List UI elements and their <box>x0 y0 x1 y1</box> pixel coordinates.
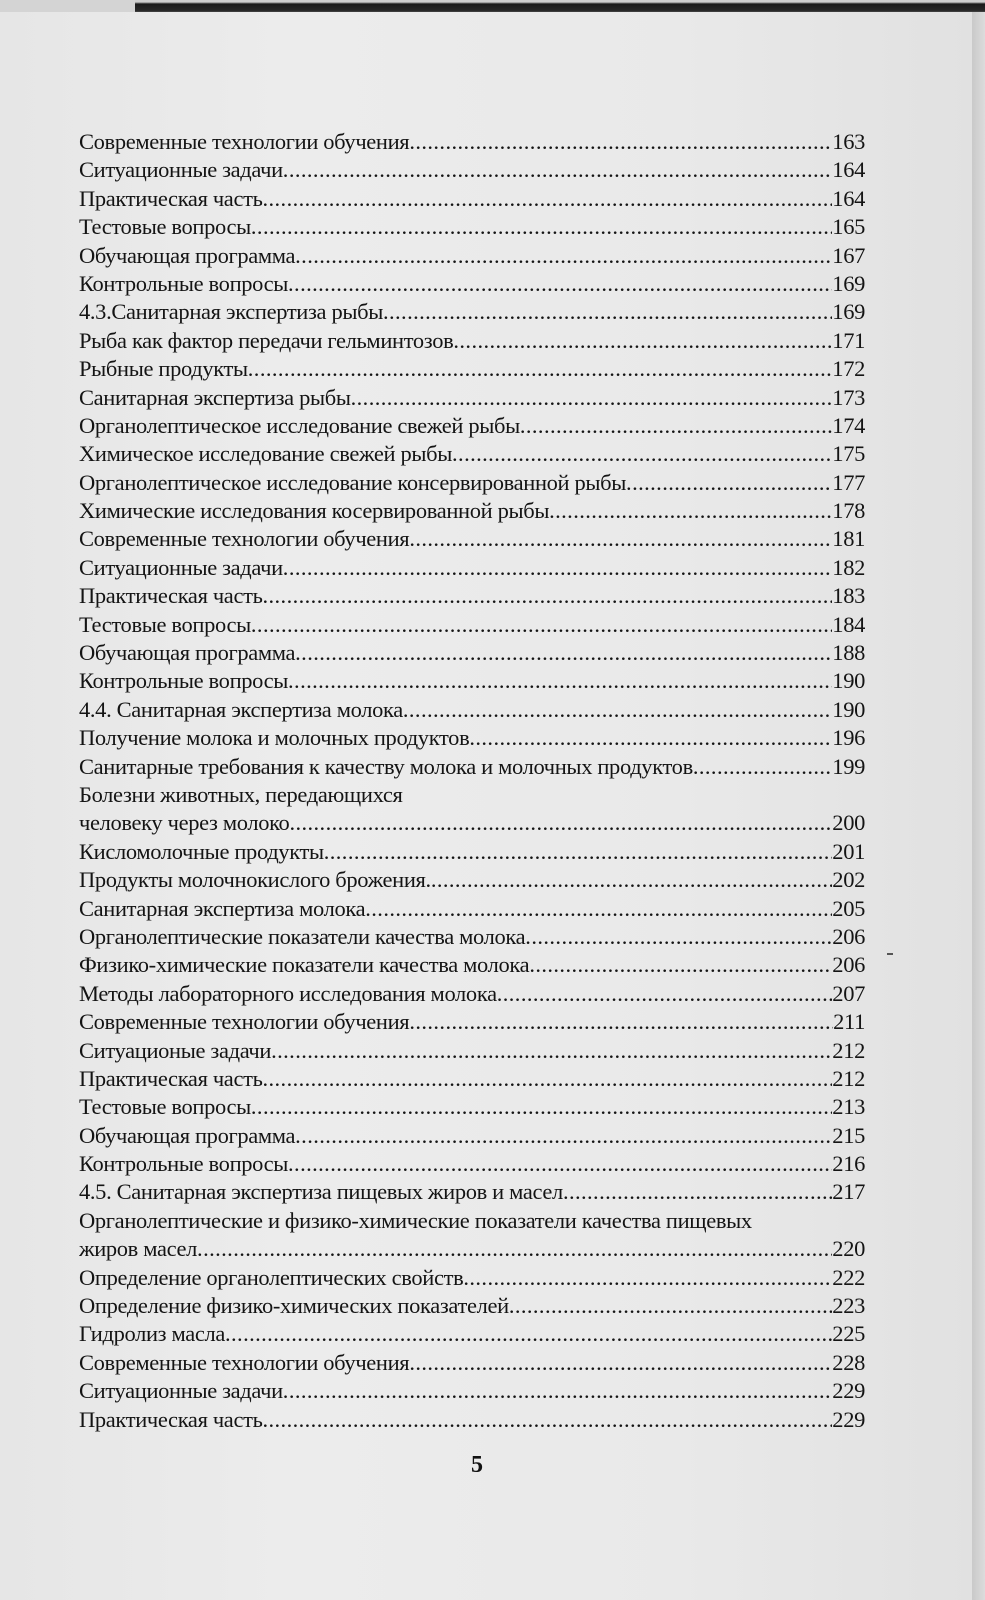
toc-entry <box>79 1235 865 1263</box>
toc-entry-page: 217 <box>832 1179 865 1205</box>
toc-entry-page: 205 <box>832 895 865 921</box>
toc-leader-dots <box>351 384 833 412</box>
toc-entry-title: Гидролиз масла <box>79 1321 225 1347</box>
toc-entry <box>79 497 865 525</box>
toc-entry <box>79 724 865 752</box>
toc-entry-page: 164 <box>832 185 865 211</box>
toc-entry <box>79 1320 865 1348</box>
toc-entry <box>79 866 865 894</box>
toc-entry-page: 228 <box>832 1349 865 1375</box>
toc-entry-page: 188 <box>832 640 865 666</box>
toc-entry <box>79 781 865 809</box>
toc-entry-title: Практическая часть <box>79 583 263 609</box>
toc-leader-dots <box>295 242 832 270</box>
toc-leader-dots <box>248 355 833 383</box>
toc-entry-page: 172 <box>832 356 865 382</box>
toc-entry <box>79 809 865 837</box>
toc-entry-title: жиров масел <box>79 1236 198 1262</box>
toc-leader-dots <box>626 469 832 497</box>
toc-entry-page: 190 <box>832 696 865 722</box>
page-number: 5 <box>471 1452 483 1478</box>
toc-entry-title: Определение физико-химических показателей <box>79 1293 509 1319</box>
toc-entry <box>79 1292 865 1320</box>
toc-leader-dots <box>497 980 833 1008</box>
toc-entry-page: 182 <box>832 554 865 580</box>
toc-entry <box>79 525 865 553</box>
toc-leader-dots <box>549 497 832 525</box>
toc-leader-dots <box>251 611 832 639</box>
toc-entry-title: Химическое исследование свежей рыбы <box>79 441 453 467</box>
toc-entry-title: Болезни животных, передающихся <box>79 781 403 807</box>
toc-entry-page: 216 <box>832 1151 865 1177</box>
toc-entry-page: 183 <box>832 583 865 609</box>
toc-leader-dots <box>283 554 833 582</box>
toc-leader-dots <box>295 1122 832 1150</box>
toc-entry-title: Органолептическое исследование консервированной рыбы <box>79 469 627 495</box>
toc-leader-dots <box>262 1065 832 1093</box>
toc-entry-title: 4.4. Санитарная экспертиза молока <box>79 696 403 722</box>
toc-leader-dots <box>283 156 833 184</box>
toc-leader-dots <box>365 895 832 923</box>
toc-leader-dots <box>452 440 832 468</box>
toc-entry <box>79 582 865 610</box>
toc-entry-page: 220 <box>832 1236 865 1262</box>
toc-entry-page: 173 <box>832 384 865 410</box>
toc-entry-title: Органолептические и физико-химические показатели качества пищевых <box>79 1207 752 1233</box>
toc-leader-dots <box>271 1037 832 1065</box>
toc-entry-title: Химические исследования косервированной рыбы <box>79 498 550 524</box>
toc-entry-title: Обучающая программа <box>79 1122 296 1148</box>
toc-entry-title: Современные технологии обучения <box>79 129 410 154</box>
toc-leader-dots <box>525 923 832 951</box>
toc-entry <box>79 1406 865 1434</box>
toc-leader-dots <box>463 1264 832 1292</box>
page-right-edge <box>972 12 985 1600</box>
toc-entry-title: Определение органолептических свойств <box>79 1264 464 1290</box>
toc-leader-dots <box>225 1320 832 1348</box>
toc-entry-title: 4.5. Санитарная экспертиза пищевых жиров и масел <box>79 1179 563 1205</box>
toc-entry <box>79 1065 865 1093</box>
toc-entry-page: 212 <box>832 1065 865 1091</box>
toc-entry-page: 207 <box>832 980 865 1006</box>
toc-entry-page: 167 <box>832 242 865 268</box>
toc-entry <box>79 667 865 695</box>
toc-leader-dots <box>262 582 832 610</box>
toc-entry-page: 178 <box>832 498 865 524</box>
stray-ink-mark <box>887 953 893 955</box>
toc-entry <box>79 185 865 213</box>
toc-entry <box>79 384 865 412</box>
toc-leader-dots <box>288 667 832 695</box>
toc-entry <box>79 128 865 156</box>
toc-entry <box>79 1122 865 1150</box>
toc-entry <box>79 838 865 866</box>
toc-entry-page: 213 <box>832 1094 865 1120</box>
toc-entry-title: Ситуационые задачи <box>79 1037 272 1063</box>
toc-entry-title: Современные технологии обучения <box>79 526 410 552</box>
toc-entry-page: 171 <box>832 327 865 353</box>
toc-leader-dots <box>431 866 832 894</box>
toc-entry-title: Санитарная экспертиза молока <box>79 895 366 921</box>
toc-entry-page: 184 <box>832 611 865 637</box>
toc-entry-page: 163 <box>832 129 865 154</box>
toc-leader-dots <box>409 525 832 553</box>
toc-leader-dots <box>409 1008 833 1036</box>
toc-entry <box>79 242 865 270</box>
toc-entry-page: 202 <box>832 867 865 893</box>
toc-leader-dots <box>289 809 832 837</box>
toc-leader-dots <box>251 213 832 241</box>
toc-entry <box>79 1377 865 1405</box>
toc-entry <box>79 1093 865 1121</box>
toc-entry-page: 222 <box>832 1264 865 1290</box>
toc-entry-title: Санитарная экспертиза рыбы <box>79 384 351 410</box>
toc-entry-page: 215 <box>832 1122 865 1148</box>
toc-entry <box>79 923 865 951</box>
toc-entry <box>79 696 865 724</box>
toc-leader-dots <box>563 1178 832 1206</box>
toc-leader-dots <box>409 1349 832 1377</box>
toc-leader-dots <box>453 327 832 355</box>
toc-leader-dots <box>409 128 832 156</box>
toc-entry <box>79 1349 865 1377</box>
toc-leader-dots <box>403 696 832 724</box>
table-of-contents <box>79 128 865 1434</box>
toc-entry-title: Обучающая программа <box>79 640 296 666</box>
toc-entry-title: Современные технологии обучения <box>79 1349 410 1375</box>
toc-entry-title: Органолептическое исследование свежей рыбы <box>79 412 520 438</box>
toc-entry-page: 211 <box>833 1009 865 1035</box>
toc-entry <box>79 298 865 326</box>
toc-entry <box>79 1207 865 1235</box>
toc-entry-page: 199 <box>832 753 865 779</box>
toc-entry-title: Практическая часть <box>79 1406 263 1432</box>
toc-entry-page: 169 <box>832 270 865 296</box>
toc-entry <box>79 1150 865 1178</box>
toc-leader-dots <box>520 412 832 440</box>
toc-entry-title: Физико-химические показатели качества молока <box>79 952 530 978</box>
toc-entry-page: 223 <box>832 1293 865 1319</box>
toc-entry-page: 175 <box>832 441 865 467</box>
toc-leader-dots <box>262 1406 832 1434</box>
toc-entry <box>79 1264 865 1292</box>
toc-entry-title: Получение молока и молочных продуктов <box>79 725 470 751</box>
toc-leader-dots <box>288 270 832 298</box>
toc-entry-title: Рыба как фактор передачи гельминтозов <box>79 327 454 353</box>
toc-entry <box>79 469 865 497</box>
toc-entry <box>79 1037 865 1065</box>
toc-entry <box>79 270 865 298</box>
toc-entry-title: Санитарные требования к качеству молока и молочных продуктов <box>79 753 693 779</box>
toc-leader-dots <box>469 724 832 752</box>
toc-entry-title: Контрольные вопросы <box>79 1151 289 1177</box>
toc-entry <box>79 440 865 468</box>
toc-entry-page: 190 <box>832 668 865 694</box>
toc-entry-title: Продукты молочнокислого брожения. <box>79 867 431 893</box>
toc-leader-dots <box>295 639 832 667</box>
toc-entry-page: 181 <box>832 526 865 552</box>
toc-leader-dots <box>251 1093 832 1121</box>
toc-entry-title: Тестовые вопросы <box>79 1094 251 1120</box>
toc-entry <box>79 327 865 355</box>
toc-entry <box>79 611 865 639</box>
toc-entry <box>79 980 865 1008</box>
toc-leader-dots <box>529 951 832 979</box>
toc-entry <box>79 412 865 440</box>
toc-leader-dots <box>324 838 833 866</box>
toc-leader-dots <box>693 753 832 781</box>
toc-entry-title: Контрольные вопросы <box>79 270 289 296</box>
toc-entry <box>79 355 865 383</box>
toc-leader-dots <box>283 1377 833 1405</box>
toc-entry <box>79 213 865 241</box>
toc-entry-title: Практическая часть <box>79 1065 263 1091</box>
toc-entry-title: Тестовые вопросы <box>79 214 251 240</box>
toc-leader-dots <box>262 185 832 213</box>
toc-entry <box>79 156 865 184</box>
toc-entry-page: 174 <box>832 412 865 438</box>
toc-entry-page: 196 <box>832 725 865 751</box>
scan-top-notch <box>0 0 135 12</box>
toc-entry-page: 201 <box>832 838 865 864</box>
toc-entry <box>79 753 865 781</box>
toc-entry-title: Современные технологии обучения <box>79 1009 410 1035</box>
toc-entry-title: 4.3.Санитарная экспертиза рыбы <box>79 299 383 325</box>
toc-leader-dots <box>288 1150 832 1178</box>
toc-entry <box>79 639 865 667</box>
toc-leader-dots <box>197 1235 832 1263</box>
toc-entry-page: 164 <box>832 157 865 183</box>
toc-entry-title: Практическая часть <box>79 185 263 211</box>
toc-entry-page: 229 <box>832 1378 865 1404</box>
toc-entry-title: Ситуационные задачи <box>79 157 283 183</box>
toc-entry-title: Методы лабораторного исследования молока <box>79 980 497 1006</box>
toc-entry-title: Контрольные вопросы <box>79 668 289 694</box>
toc-entry-page: 165 <box>832 214 865 240</box>
toc-entry-title: Органолептические показатели качества молока <box>79 923 526 949</box>
toc-leader-dots <box>509 1292 832 1320</box>
toc-entry <box>79 1178 865 1206</box>
toc-entry <box>79 951 865 979</box>
toc-entry-title: Ситуационные задачи <box>79 1378 283 1404</box>
toc-entry-title: Рыбные продукты <box>79 356 248 382</box>
toc-entry-page: 229 <box>832 1406 865 1432</box>
toc-entry-title: человеку через молоко <box>79 810 290 836</box>
toc-entry <box>79 1008 865 1036</box>
toc-entry-page: 212 <box>832 1037 865 1063</box>
toc-entry <box>79 895 865 923</box>
toc-entry-page: 169 <box>832 299 865 325</box>
toc-entry-title: Тестовые вопросы <box>79 611 251 637</box>
toc-entry <box>79 554 865 582</box>
toc-entry-title: Обучающая программа <box>79 242 296 268</box>
toc-entry-page: 200 <box>832 810 865 836</box>
toc-entry-page: 206 <box>832 952 865 978</box>
toc-entry-page: 206 <box>832 923 865 949</box>
toc-entry-title: Ситуационные задачи <box>79 554 283 580</box>
toc-entry-page: 225 <box>832 1321 865 1347</box>
toc-leader-dots <box>383 298 832 326</box>
toc-entry-page: 177 <box>832 469 865 495</box>
toc-entry-title: Кисломолочные продукты <box>79 838 324 864</box>
